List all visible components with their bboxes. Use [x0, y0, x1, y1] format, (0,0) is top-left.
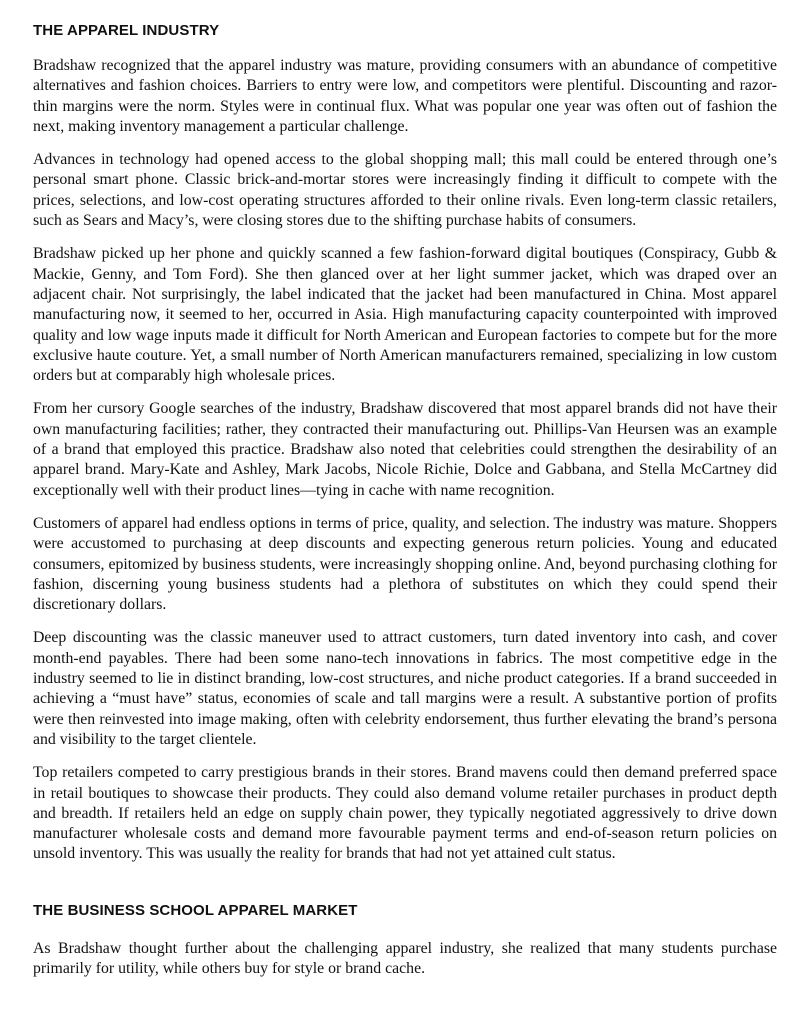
- paragraph: Customers of apparel had endless options in terms of price, quality, and selection. The industry was mature. Shoppers were accustomed to purchasing at deep discounts and expecting generous return policies. Young and educated consumers, epitomized by business students, were increasingly shopping online. And, beyond purchasing clothing for fashion, discerning young business students had a plethora of substitutes on which they could spend their discretionary dollars.: [33, 514, 777, 614]
- section-heading-apparel-industry: THE APPAREL INDUSTRY: [33, 22, 220, 39]
- section-heading-business-school-market: THE BUSINESS SCHOOL APPAREL MARKET: [33, 901, 358, 919]
- paragraph: Bradshaw picked up her phone and quickly scanned a few fashion-forward digital boutiques (Conspiracy, Gubb & Mackie, Genny, and Tom Ford). She then glanced over at her light summer jacket, which was draped over an adjacent chair. Not surprisingly, the label indicated that the jacket had been manufactured in China. Most apparel manufacturing now, it seemed to her, occurred in Asia. High manufacturing capacity counterpointed with improved quality and low wage inputs made it difficult for North American and European factories to compete but for the more exclusive haute couture. Yet, a small number of North American manufacturers remained, specializing in low custom orders but at comparably high wholesale prices.: [33, 245, 777, 385]
- paragraph: As Bradshaw thought further about the challenging apparel industry, she realized that many students purchase primarily for utility, while others buy for style or brand cache.: [33, 939, 777, 977]
- paragraph: Bradshaw recognized that the apparel industry was mature, providing consumers with an abundance of competitive alternatives and fashion choices. Barriers to entry were low, and competitors were plentiful. Discounting and razor-thin margins were the norm. Styles were in continual flux. What was popular one year was often out of fashion the next, making inventory management a particular challenge.: [33, 57, 777, 135]
- document-page: [33, 0, 777, 992]
- paragraph: From her cursory Google searches of the industry, Bradshaw discovered that most apparel brands did not have their own manufacturing facilities; rather, they contracted their manufacturing out. Phillips-Van Heursen was an example of a brand that employed this practice. Bradshaw also noted that celebrities could strengthen the desirability of an apparel brand. Mary-Kate and Ashley, Mark Jacobs, Nicole Richie, Dolce and Gabbana, and Stella McCartney did exceptionally well with their product lines—tying in cache with name recognition.: [33, 400, 777, 499]
- paragraph: Top retailers competed to carry prestigious brands in their stores. Brand mavens could then demand preferred space in retail boutiques to showcase their products. They could also demand volume retailer purchases in product depth and breadth. If retailers held an edge on supply chain power, they typically negotiated aggressively to drive down manufacturer wholesale costs and demand more favourable payment terms and end-of-season return policies on unsold inventory. This was usually the reality for brands that had not yet attained cult status.: [33, 764, 777, 863]
- paragraph: Advances in technology had opened access to the global shopping mall; this mall could be entered through one’s personal smart phone. Classic brick-and-mortar stores were increasingly finding it difficult to compete with the prices, selections, and low-cost operating structures afforded to their online rivals. Even long-term classic retailers, such as Sears and Macy’s, were closing stores due to the shifting purchase habits of consumers.: [33, 151, 777, 230]
- paragraph: Deep discounting was the classic maneuver used to attract customers, turn dated inventory into cash, and cover month-end payables. There had been some nano-tech innovations in fabrics. The most competitive edge in the industry seemed to lie in distinct branding, low-cost structures, and niche product categories. If a brand succeeded in achieving a “must have” status, economies of scale and tall margins were a result. A substantive portion of profits were then reinvested into image making, often with celebrity endorsement, thus further elevating the brand’s persona and visibility to the target clientele.: [33, 629, 777, 748]
